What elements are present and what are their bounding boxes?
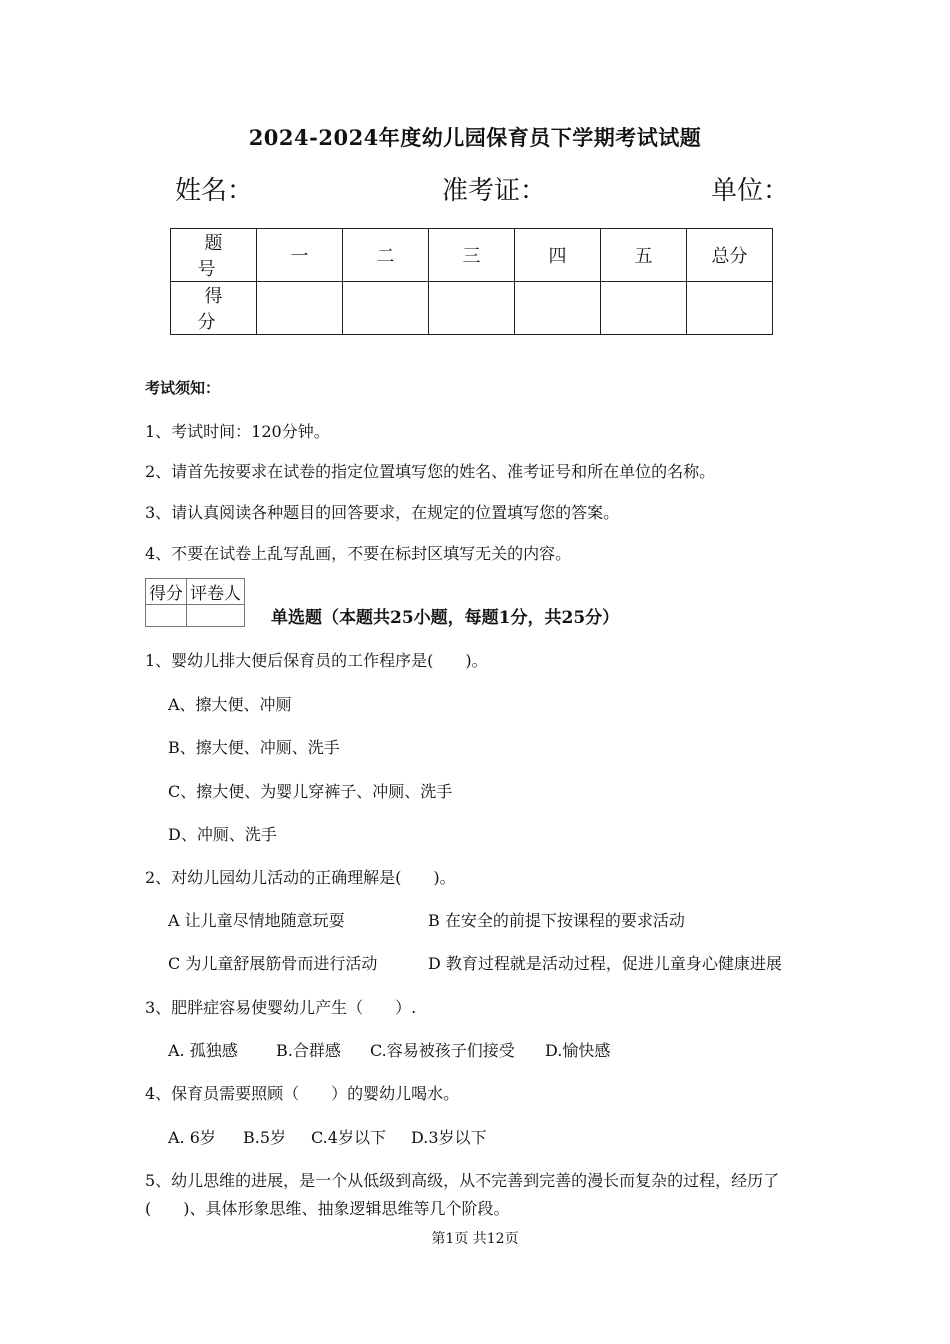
- answer-option: D.3岁以下: [411, 1128, 487, 1147]
- answer-option: A 让儿童尽情地随意玩耍: [168, 911, 345, 930]
- grader-box: [145, 578, 245, 627]
- notice-item: 1、考试时间：120分钟。: [145, 422, 330, 441]
- question-stem: 2、对幼儿园幼儿活动的正确理解是( )。: [145, 868, 456, 887]
- score-entry-cell[interactable]: [515, 282, 601, 335]
- answer-option: D 教育过程就是活动过程，促进儿童身心健康进展: [428, 954, 782, 973]
- page-title: 2024-2024年度幼儿园保育员下学期考试试题: [248, 125, 702, 150]
- page-footer: 第1页 共12页: [431, 1231, 519, 1247]
- question-stem: 4、保育员需要照顾（ ）的婴幼儿喝水。: [145, 1084, 460, 1103]
- unit-field-label: 单位：: [711, 176, 790, 206]
- score-entry-cell[interactable]: [687, 282, 773, 335]
- grader-name-label: 评卷人: [187, 579, 245, 605]
- grader-name-cell[interactable]: [187, 605, 245, 627]
- exam-number-field-label: 准考证：: [442, 176, 547, 206]
- notice-heading: 考试须知：: [145, 379, 221, 397]
- question-stem: 3、肥胖症容易使婴幼儿产生（ ）.: [145, 998, 417, 1017]
- section-title: 单选题（本题共25小题，每题1分，共25分）: [271, 608, 620, 628]
- answer-option: B.5岁: [243, 1128, 287, 1147]
- answer-option: A. 孤独感: [168, 1041, 238, 1060]
- question-stem: 5、幼儿思维的进展，是一个从低级到高级，从不完善到完善的漫长而复杂的过程，经历了: [145, 1171, 780, 1190]
- score-entry-cell[interactable]: [601, 282, 687, 335]
- answer-option: A、擦大便、冲厕: [168, 695, 292, 714]
- answer-option: C、擦大便、为婴儿穿裤子、冲厕、洗手: [168, 782, 453, 801]
- score-table-cell: 四: [515, 229, 601, 282]
- answer-option: C.容易被孩子们接受: [370, 1041, 515, 1060]
- score-table-header-row: [171, 229, 773, 282]
- answer-option: C.4岁以下: [311, 1128, 386, 1147]
- notice-item: 4、不要在试卷上乱写乱画，不要在标封区填写无关的内容。: [145, 544, 572, 563]
- grader-score-cell[interactable]: [146, 605, 187, 627]
- answer-option: D、冲厕、洗手: [168, 825, 277, 844]
- answer-option: B、擦大便、冲厕、洗手: [168, 738, 340, 757]
- score-table-cell: 得 分: [171, 282, 257, 335]
- score-table: [170, 228, 773, 335]
- score-table-cell: 三: [429, 229, 515, 282]
- score-table-cell: 五: [601, 229, 687, 282]
- score-table-cell: 题 号: [171, 229, 257, 282]
- score-table-score-row: [171, 282, 773, 335]
- score-entry-cell[interactable]: [343, 282, 429, 335]
- question-stem-continued: ( )、具体形象思维、抽象逻辑思维等几个阶段。: [145, 1199, 510, 1218]
- grader-score-label: 得分: [146, 579, 187, 605]
- answer-option: A. 6岁: [168, 1128, 216, 1147]
- answer-option: D.愉快感: [545, 1041, 611, 1060]
- answer-option: C 为儿童舒展筋骨而进行活动: [168, 954, 378, 973]
- score-entry-cell[interactable]: [257, 282, 343, 335]
- score-entry-cell[interactable]: [429, 282, 515, 335]
- score-table-cell: 一: [257, 229, 343, 282]
- answer-option: B 在安全的前提下按课程的要求活动: [428, 911, 685, 930]
- notice-item: 3、请认真阅读各种题目的回答要求，在规定的位置填写您的答案。: [145, 503, 620, 522]
- score-table-cell: 二: [343, 229, 429, 282]
- notice-item: 2、请首先按要求在试卷的指定位置填写您的姓名、准考证号和所在单位的名称。: [145, 462, 716, 481]
- name-field-label: 姓名：: [175, 176, 254, 206]
- question-stem: 1、婴幼儿排大便后保育员的工作程序是( )。: [145, 651, 488, 670]
- answer-option: B.合群感: [276, 1041, 341, 1060]
- score-table-cell: 总分: [687, 229, 773, 282]
